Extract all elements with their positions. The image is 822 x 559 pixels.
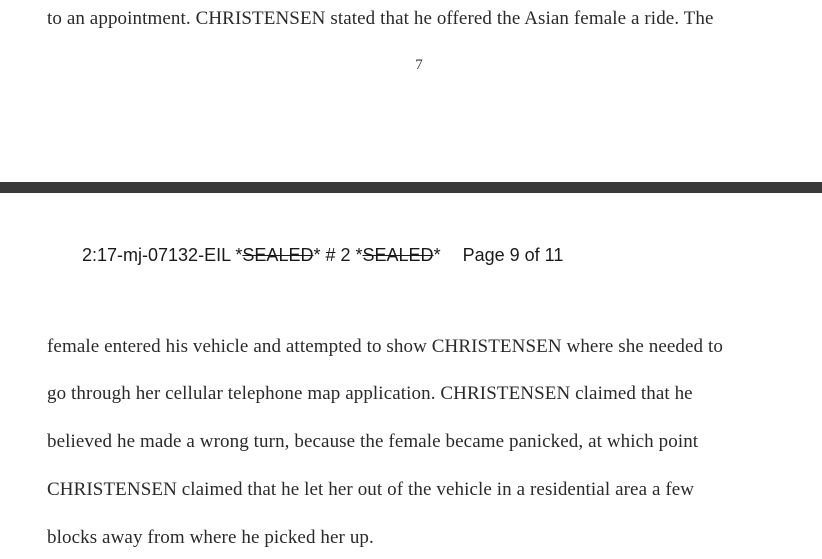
previous-page-last-line: to an appointment. CHRISTENSEN stated that he offered the Asian female a ride. The [47, 8, 714, 29]
court-filing-header [82, 245, 563, 266]
document-number: * # 2 * [313, 245, 363, 265]
page-divider [0, 182, 822, 193]
body-line-5: blocks away from where he picked her up. [47, 527, 374, 548]
sealed-strikethrough-1: SEALED [242, 245, 314, 265]
page-number: 7 [415, 57, 423, 73]
sealed-end-marker: * [433, 245, 441, 265]
body-line-4: CHRISTENSEN claimed that he let her out of the vehicle in a residential area a few [47, 479, 695, 500]
body-line-3: believed he made a wrong turn, because the female became panicked, at which point [47, 431, 699, 452]
page-label: Page 9 of 11 [462, 245, 564, 265]
sealed-strikethrough-2: SEALED [362, 245, 434, 265]
body-line-2: go through her cellular telephone map application. CHRISTENSEN claimed that he [47, 383, 693, 404]
body-line-1: female entered his vehicle and attempted to show CHRISTENSEN where she needed to [47, 336, 723, 357]
case-number: 2:17-mj-07132-EIL * [82, 245, 243, 265]
